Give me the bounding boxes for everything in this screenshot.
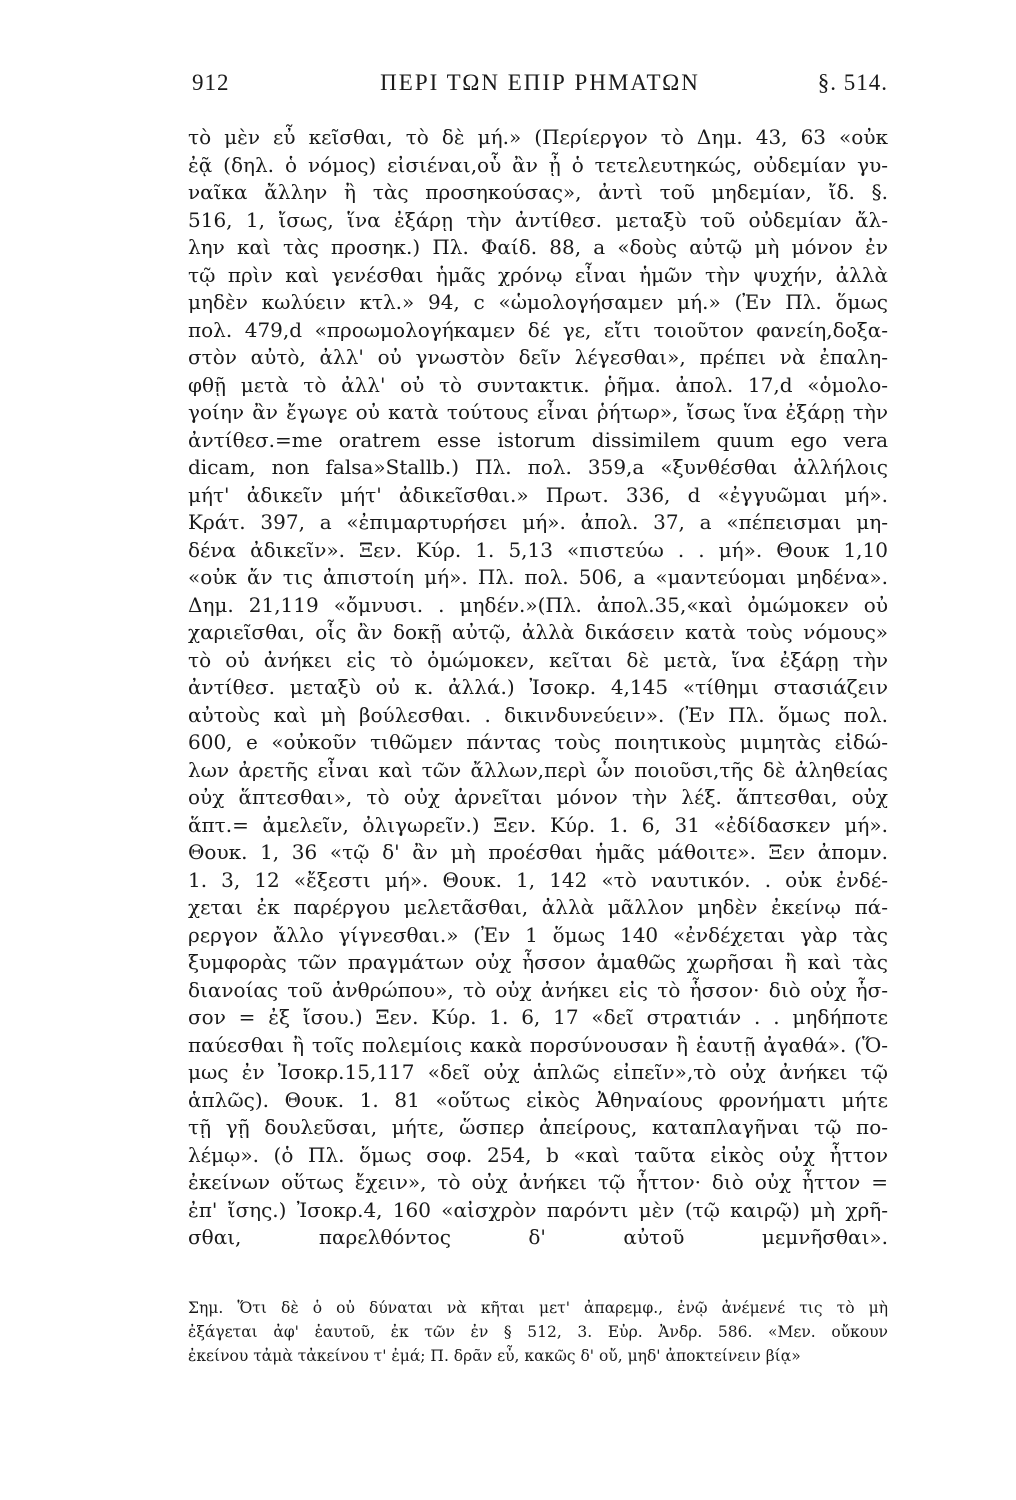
text-line: λην καὶ τὰς προσηκ.) Πλ. Φαίδ. 88, a «δοὺς αὐτῷ μὴ μόνον ἐν xyxy=(188,235,888,259)
text-line: ἁπλῶς). Θουκ. 1. 81 «οὕτως εἰκὸς Ἀθηναίους φρονήματι μήτε xyxy=(188,1087,888,1112)
text-line: 516, 1, ἴσως, ἵνα ἐξάρῃ τὴν ἀντίθεσ. μεταξὺ τοῦ οὐδεμίαν ἄλ- xyxy=(188,207,888,232)
text-line: 1. 3, 12 «ἔξεστι μή». Θουκ. 1, 142 «τὸ ναυτικόν. . οὐκ ἐνδέ- xyxy=(188,867,888,892)
text-line: σθαι, παρελθόντος δ' αὐτοῦ μεμνῆσθαι». xyxy=(188,1225,888,1249)
footnote-line: ἐξάγεται ἀφ' ἑαυτοῦ, ἐκ τῶν ἐν § 512, 3. Εὐρ. Ἀνδρ. 586. «Μεν. οὔκουν xyxy=(188,1323,888,1341)
text-line: τὸ οὐ ἀνήκει εἰς τὸ ὀμώμοκεν, κεῖται δὲ μετὰ, ἵνα ἐξάρῃ τὴν xyxy=(188,647,888,672)
text-line: λέμῳ». (ὁ Πλ. ὅμως σοφ. 254, b «καὶ ταῦτα εἰκὸς οὐχ ἧττον xyxy=(188,1142,888,1167)
footnote xyxy=(188,1296,888,1368)
text-line: δένα ἀδικεῖν». Ξεν. Κύρ. 1. 5,13 «πιστεύω . . μή». Θουκ 1,10 xyxy=(188,537,888,562)
text-line: στὸν αὐτὸ, ἀλλ' οὐ γνωστὸν δεῖν λέγεσθαι», πρέπει νὰ ἐπαλη- xyxy=(188,345,888,369)
text-line: σον = ἐξ ἴσου.) Ξεν. Κύρ. 1. 6, 17 «δεῖ στρατιάν . . μηδήποτε xyxy=(188,1005,888,1029)
text-line: γοίην ἂν ἔγωγε οὐ κατὰ τούτους εἶναι ῥήτωρ», ἴσως ἵνα ἐξάρῃ τὴν xyxy=(188,400,888,424)
text-line: ξυμφορὰς τῶν πραγμάτων οὐχ ἧσσον ἀμαθῶς χωρῆσαι ἢ καὶ τὰς xyxy=(188,950,888,974)
section-number: §. 514. xyxy=(817,70,888,95)
text-line: ἐᾷ (δηλ. ὁ νόμος) εἰσιέναι,οὗ ἂν ᾖ ὁ τετελευτηκώς, οὐδεμίαν γυ- xyxy=(188,152,888,177)
text-line: ἀντίθεσ. μεταξὺ οὐ κ. ἀλλά.) Ἰσοκρ. 4,145 «τίθημι στασιάζειν xyxy=(188,675,888,699)
text-line: πολ. 479,d «προωμολογήκαμεν δέ γε, εἴτι τοιοῦτον φανείη,δοξα- xyxy=(188,317,888,342)
text-line: λων ἀρετῆς εἶναι καὶ τῶν ἄλλων,περὶ ὧν ποιοῦσι,τῆς δὲ ἀληθείας xyxy=(188,757,888,782)
text-line: τῷ πρὶν καὶ γενέσθαι ἡμᾶς χρόνῳ εἶναι ἡμῶν τὴν ψυχήν, ἀλλὰ xyxy=(188,262,888,287)
text-line: Θουκ. 1, 36 «τῷ δ' ἂν μὴ προέσθαι ἡμᾶς μάθοιτε». Ξεν ἀπομν. xyxy=(188,840,888,864)
text-line: χεται ἐκ παρέργου μελετᾶσθαι, ἀλλὰ μᾶλλον μηδὲν ἐκείνῳ πά- xyxy=(188,895,888,919)
text-line: dicam, non falsa»Stallb.) Πλ. πολ. 359,a «ξυνθέσθαι ἀλλήλοις xyxy=(188,455,888,479)
text-line: μήτ' ἀδικεῖν μήτ' ἀδικεῖσθαι.» Πρωτ. 336, d «ἐγγυῶμαι μή». xyxy=(188,482,888,507)
text-line: ρεργον ἄλλο γίγνεσθαι.» (Ἐν 1 ὅμως 140 «ἐνδέχεται γὰρ τὰς xyxy=(188,922,888,947)
footnote-line: Σημ. Ὅτι δὲ ὁ οὐ δύναται νὰ κῆται μετ' ἀπαρεμφ., ἐνῷ ἀνέμενέ τις τὸ μὴ xyxy=(188,1299,888,1317)
text-line: τὸ μὲν εὖ κεῖσθαι, τὸ δὲ μή.» (Περίεργον τὸ Δημ. 43, 63 «οὐκ xyxy=(188,125,888,149)
text-line: ἅπτ.= ἀμελεῖν, ὀλιγωρεῖν.) Ξεν. Κύρ. 1. 6, 31 «ἐδίδασκεν μή». xyxy=(188,812,888,837)
running-title: ΠΕΡΙ ΤΩΝ ΕΠΙΡ ΡΗΜΑΤΩΝ xyxy=(380,70,700,95)
text-line: φθῇ μετὰ τὸ ἀλλ' οὐ τὸ συντακτικ. ῥῆμα. ἀπολ. 17,d «ὁμολο- xyxy=(188,372,888,397)
running-head xyxy=(192,70,888,110)
text-line: Δημ. 21,119 «ὄμνυσι. . μηδέν.»(Πλ. ἀπολ.35,«καὶ ὀμώμοκεν οὐ xyxy=(188,592,888,617)
text-line: 600, e «οὐκοῦν τιθῶμεν πάντας τοὺς ποιητικοὺς μιμητὰς εἰδώ- xyxy=(188,730,888,754)
body-text xyxy=(188,124,888,1252)
text-line: ἐπ' ἴσης.) Ἰσοκρ.4, 160 «αἰσχρὸν παρόντι μὲν (τῷ καιρῷ) μὴ χρῆ- xyxy=(188,1197,888,1222)
text-line: μηδὲν κωλύειν κτλ.» 94, c «ὡμολογήσαμεν μή.» (Ἐν Πλ. ὅμως xyxy=(188,290,888,314)
footnote-line: ἐκείνου τἀμὰ τἀκείνου τ' ἐμά; Π. δρᾶν εὖ, κακῶς δ' οὔ, μηδ' ἀποκτείνειν βίᾳ» xyxy=(188,1347,801,1365)
text-line: χαριεῖσθαι, οἷς ἂν δοκῇ αὐτῷ, ἀλλὰ δικάσειν κατὰ τοὺς νόμους» xyxy=(188,620,888,644)
text-line: μως ἐν Ἰσοκρ.15,117 «δεῖ οὐχ ἁπλῶς εἰπεῖν»,τὸ οὐχ ἀνήκει τῷ xyxy=(188,1060,888,1084)
text-line: οὐχ ἅπτεσθαι», τὸ οὐχ ἀρνεῖται μόνον τὴν λέξ. ἅπτεσθαι, οὐχ xyxy=(188,785,888,809)
text-line: «οὐκ ἄν τις ἀπιστοίη μή». Πλ. πολ. 506, a «μαντεύομαι μηδένα». xyxy=(188,565,888,589)
text-line: παύεσθαι ἢ τοῖς πολεμίοις κακὰ πορσύνουσαν ἢ ἑαυτῇ ἀγαθά». (Ὅ- xyxy=(188,1032,888,1057)
text-line: Κράτ. 397, a «ἐπιμαρτυρήσει μή». ἀπολ. 37, a «πέπεισμαι μη- xyxy=(188,510,888,534)
text-line: τῇ γῇ δουλεῦσαι, μήτε, ὥσπερ ἀπείρους, καταπλαγῆναι τῷ πο- xyxy=(188,1115,888,1139)
text-line: ἀντίθεσ.=me oratrem esse istorum dissimilem quum ego vera xyxy=(188,427,888,452)
page-number: 912 xyxy=(192,70,230,95)
text-line: ἐκείνων οὕτως ἔχειν», τὸ οὐχ ἀνήκει τῷ ἧττον· διὸ οὐχ ἧττον = xyxy=(188,1170,888,1194)
text-line: ναῖκα ἄλλην ἢ τὰς προσηκούσας», ἀντὶ τοῦ μηδεμίαν, ἴδ. §. xyxy=(188,180,888,204)
text-line: διανοίας τοῦ ἀνθρώπου», τὸ οὐχ ἀνήκει εἰς τὸ ἧσσον· διὸ οὐχ ἧσ- xyxy=(188,977,888,1002)
text-line: αὐτοὺς καὶ μὴ βούλεσθαι. . δικινδυνεύειν». (Ἐν Πλ. ὅμως πολ. xyxy=(188,702,888,727)
